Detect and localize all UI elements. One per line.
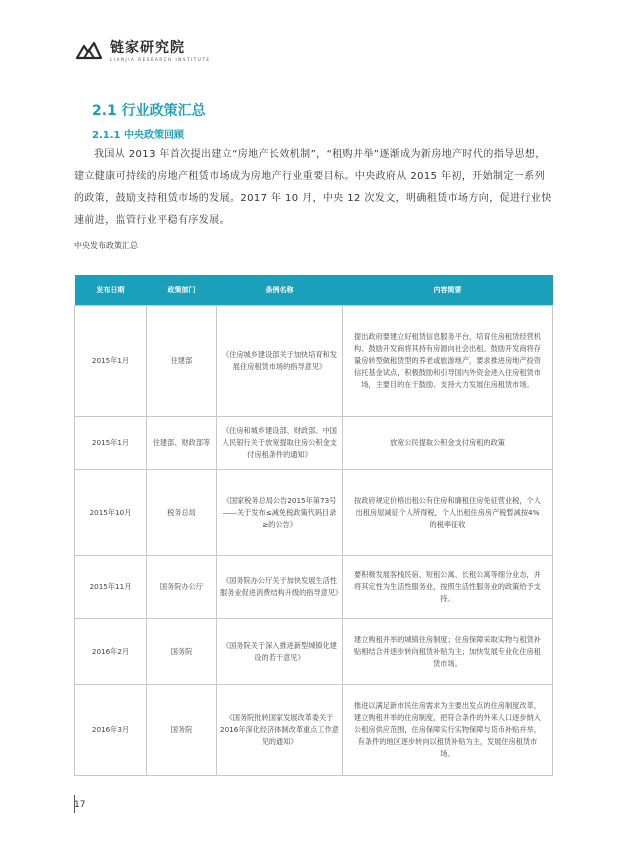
logo [74,40,211,62]
page-number: 17 [74,800,86,810]
cell-dept: 住建部 [147,306,217,417]
cell-content: 放宽公民提取公积金支付房租的政策 [343,417,553,470]
table-row [75,619,553,685]
body-paragraph: 我国从 2013 年首次提出建立“房地产长效机制”，“租购并举”逐渐成为新房地产时代的指导思想，建立健康可持续的房地产租赁市场成为房地产行业重要目标。中央政府从 2015 年初，开始制定一系列的政策，鼓励支持租赁市场的发展。2017 年 10 月，中央 12 次发文，明确租赁市场方向，促进行业快速前进，监管行业平稳有序发展。 [74,149,552,226]
header-content: 内容简要 [343,275,553,306]
cell-date: 2015年11月 [75,556,147,619]
table-row [75,556,553,619]
logo-mark-icon [74,40,104,62]
table-row [75,470,553,556]
cell-dept: 国务院 [147,685,217,776]
cell-content: 建立购租并举的城镇住房制度；住房保障采取实物与租赁补贴相结合并逐步转向租赁补贴为主；加快发展专业化住房租赁市场。 [343,619,553,685]
table-caption: 中央发布政策汇总 [74,241,138,250]
cell-name: 《国务院办公厅关于加快发展生活性服务业促进消费结构升级的指导意见》 [217,556,343,619]
cell-content: 按政府规定价格出租公有住房和廉租住房免征营业税，个人出租房屋减征个人所得税，个人出租住房房产税暂减按4%的税率征收 [343,470,553,556]
cell-name: 《住房城乡建设部关于加快培育和发展住房租赁市场的指导意见》 [217,306,343,417]
cell-date: 2015年1月 [75,306,147,417]
cell-dept: 国务院办公厅 [147,556,217,619]
cell-name: 《国务院关于深入推进新型城镇化建设的若干意见》 [217,619,343,685]
policy-table [74,275,553,776]
cell-content: 推进以满足新市民住房需求为主要出发点的住房制度改革，建立购租并举的住房制度，把符合条件的外来人口逐步纳入公租房供应范围，住房保障实行实物保障与货币补贴并举，有条件的地区逐步转向以租赁补贴为主，发展住房租赁市场。 [343,685,553,776]
table-row [75,417,553,470]
cell-name: 《住房和城乡建设部、财政部、中国人民银行关于放宽提取住房公积金支付房租条件的通知》 [217,417,343,470]
cell-dept: 住建部、财政部等 [147,417,217,470]
header-dept: 政策部门 [147,275,217,306]
cell-date: 2015年10月 [75,470,147,556]
logo-subtitle: LIANJIA RESEARCH INSTITUTE [110,56,211,62]
cell-content: 要积极发展客栈民宿、短租公寓、长租公寓等细分业态，并将其定性为生活性服务业，按照生活性服务业的政策给予支持。 [343,556,553,619]
cell-date: 2015年1月 [75,417,147,470]
table-row [75,685,553,776]
cell-dept: 税务总局 [147,470,217,556]
cell-content: 提出政府要建立好租赁信息服务平台，培育住房租赁经营机构、鼓励开发商将其持有房源向社会出租、鼓励开发商将存量房转型做租赁型的养老或旅游地产，要求推进房地产投资信托基金试点，积极鼓励和引导国内外资金进入住房租赁市场，主要目的在于鼓励、支持大力发展住房租赁市场。 [343,306,553,417]
header-name: 条例名称 [217,275,343,306]
cell-date: 2016年2月 [75,619,147,685]
cell-name: 《国务院批转国家发展改革委关于2016年深化经济体制改革重点工作意见的通知》 [217,685,343,776]
section-title: 2.1 行业政策汇总 [92,103,206,119]
logo-name: 链家研究院 [110,39,185,56]
table-row [75,306,553,417]
cell-date: 2016年3月 [75,685,147,776]
cell-name: 《国家税务总局公告2015年第73号——关于发布≤减免税政策代码目录≥的公告》 [217,470,343,556]
table-header-row [75,275,553,306]
cell-dept: 国务院 [147,619,217,685]
section-subtitle: 2.1.1 中央政策回顾 [92,130,184,141]
header-date: 发布日期 [75,275,147,306]
